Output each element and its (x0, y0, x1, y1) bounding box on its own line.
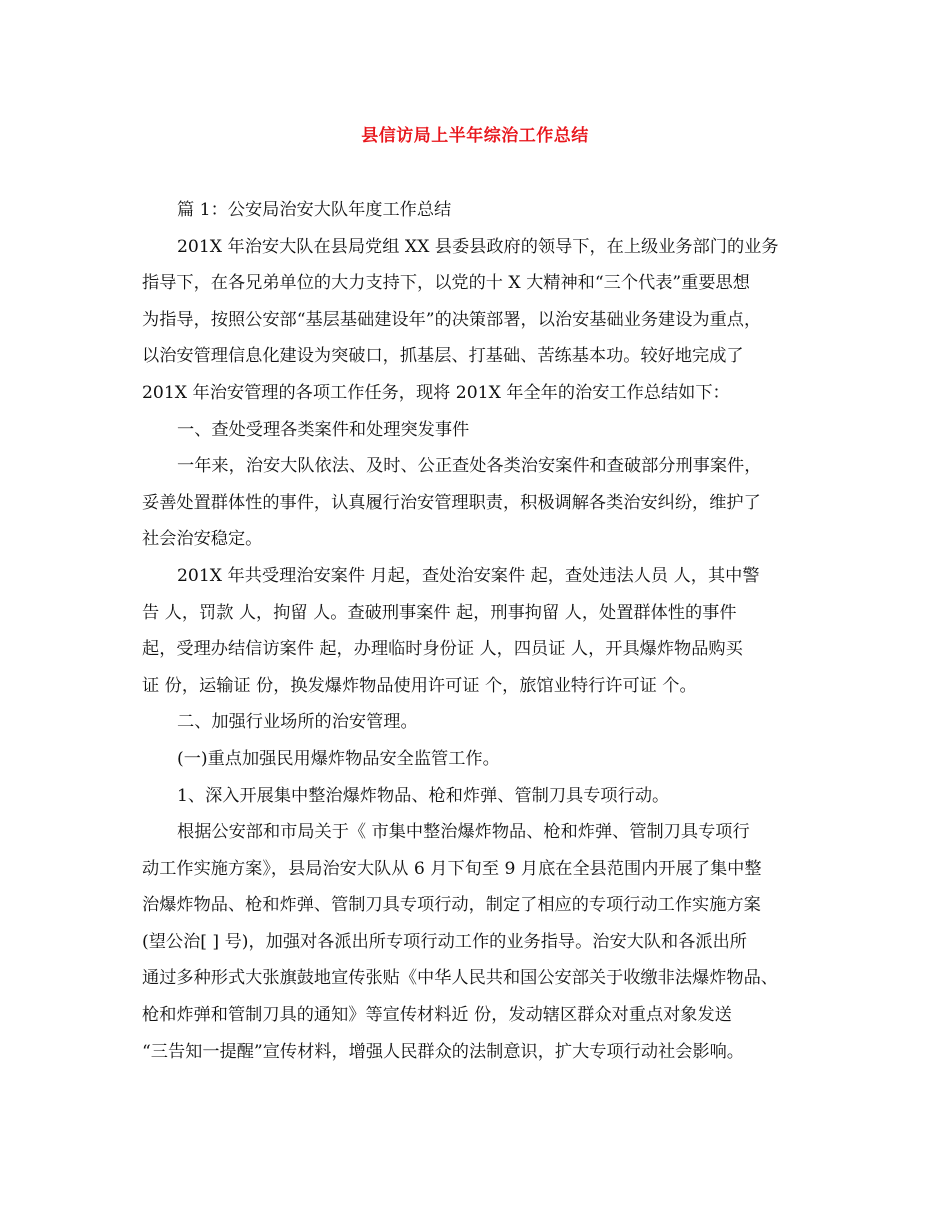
paragraph-line: 证 份，运输证 份，换发爆炸物品使用许可证 个，旅馆业特行许可证 个。 (142, 675, 697, 696)
section-heading: 篇 1：公安局治安大队年度工作总结 (177, 200, 452, 220)
paragraph-line: “三告知一提醒”宣传材料，增强人民群众的法制意识，扩大专项行动社会影响。 (142, 1041, 744, 1062)
paragraph-line: 根据公安部和市局关于《 市集中整治爆炸物品、枪和炸弹、管制刀具专项行 (177, 822, 750, 843)
paragraph-line: 治爆炸物品、枪和炸弹、管制刀具专项行动，制定了相应的专项行动工作实施方案 (142, 895, 761, 916)
paragraph-line: 妥善处置群体性的事件，认真履行治安管理职责，积极调解各类治安纠纷，维护了 (142, 492, 761, 513)
paragraph-line: 以治安管理信息化建设为突破口，抓基层、打基础、苦练基本功。较好地完成了 (142, 346, 744, 367)
paragraph-line: 社会治安稳定。 (142, 529, 263, 550)
paragraph-line: 通过多种形式大张旗鼓地宣传张贴《中华人民共和国公安部关于收缴非法爆炸物品、 (142, 968, 778, 989)
paragraph-line: 指导下，在各兄弟单位的大力支持下，以党的十 X 大精神和“三个代表”重要思想 (142, 273, 750, 294)
paragraph-line: (望公治[ ] 号)，加强对各派出所专项行动工作的业务指导。治安大队和各派出所 (142, 931, 747, 952)
document-title: 县信访局上半年综治工作总结 (361, 126, 589, 146)
paragraph-line: 枪和炸弹和管制刀具的通知》等宣传材料近 份，发动辖区群众对重点对象发送 (142, 1005, 732, 1026)
paragraph-line: 起，受理办结信访案件 起，办理临时身份证 人，四员证 人，开具爆炸物品购买 (142, 639, 743, 660)
paragraph-line: 动工作实施方案》，县局治安大队从 6 月下旬至 9 月底在全县范围内开展了集中整 (142, 858, 762, 879)
paragraph-line: 一年来，治安大队依法、及时、公正查处各类治安案件和查破部分刑事案件， (177, 456, 762, 477)
section-heading: 1、深入开展集中整治爆炸物品、枪和炸弹、管制刀具专项行动。 (177, 785, 670, 806)
section-heading: (一)重点加强民用爆炸物品安全监管工作。 (177, 748, 500, 769)
paragraph-line: 为指导，按照公安部“基层基础建设年”的决策部署，以治安基础业务建设为重点， (142, 309, 762, 330)
section-heading: 一、查处受理各类案件和处理突发事件 (177, 419, 470, 440)
document-body (142, 192, 832, 1070)
section-heading: 二、加强行业场所的治安管理。 (177, 712, 418, 733)
paragraph-line: 告 人，罚款 人，拘留 人。查破刑事案件 起，刑事拘留 人，处置群体性的事件 (142, 602, 737, 623)
paragraph-line: 201X 年治安大队在县局党组 XX 县委县政府的领导下，在上级业务部门的业务 (177, 236, 779, 257)
paragraph-line: 201X 年治安管理的各项工作任务，现将 201X 年全年的治安工作总结如下： (142, 382, 730, 403)
paragraph-line: 201X 年共受理治安案件 月起，查处治安案件 起，查处违法人员 人，其中警 (177, 565, 760, 586)
